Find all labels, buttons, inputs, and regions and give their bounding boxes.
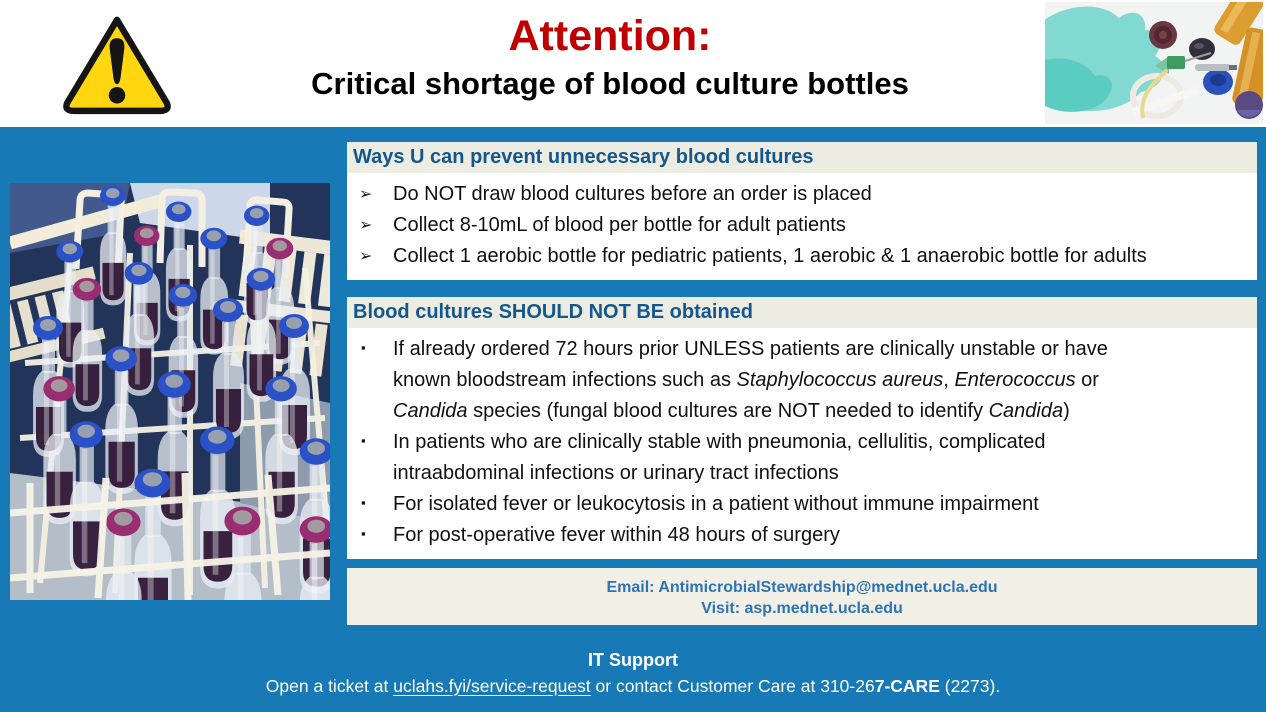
header-banner [0,0,1266,127]
list-item-text: Do NOT draw blood cultures before an order is placed [393,183,872,205]
contact-box [347,568,1257,625]
medical-supplies-photo [1045,2,1263,124]
footer-line [0,673,1266,699]
section-should-not-obtain-list [347,334,1257,551]
list-item [347,241,1257,272]
footer-text-middle: or contact Customer Care at 310-26 [590,676,875,696]
footer-text-suffix: (2273). [939,676,1001,696]
list-item-text: Collect 1 aerobic bottle for pediatric patients, 1 aerobic & 1 anaerobic bottle for adults [393,245,1147,267]
list-item [347,334,1257,427]
section-prevent-list [347,179,1257,272]
list-item-text: If already ordered 72 hours prior UNLESS patients are clinically unstable or have known bloodstream infections such as Staphylococcus aureus, Enterococcus or Candida species (fungal blood cultures are NOT needed to identify Candida) [393,338,1108,422]
title-block [175,2,1045,104]
bullet-icon: ➢ [359,186,373,203]
footer-phone-bold: 7-CARE [874,676,940,696]
section-should-not-obtain-body [347,328,1257,559]
section-prevent-heading: Ways U can prevent unnecessary blood cultures [347,142,1257,173]
list-item [347,489,1257,520]
bullet-icon: ➢ [359,217,373,234]
bullet-icon: ▪ [361,433,366,448]
section-should-not-obtain [347,297,1257,559]
list-item-text: In patients who are clinically stable with pneumonia, cellulitis, complicated intraabdominal infections or urinary tract infections [393,431,1046,484]
contact-email: Email: AntimicrobialStewardship@mednet.ucla.edu [606,579,998,596]
footer-text-prefix: Open a ticket at [265,676,394,696]
list-item [347,520,1257,551]
page-title: Attention: [508,12,712,60]
it-support-footer [0,648,1266,699]
blood-culture-bottles-in-rack-photo [10,183,330,600]
bullet-icon: ▪ [361,526,366,541]
bullet-icon: ➢ [359,248,373,265]
list-item [347,210,1257,241]
warning-triangle-icon [60,8,174,120]
footer-title: IT Support [588,650,678,670]
section-should-not-obtain-heading: Blood cultures SHOULD NOT BE obtained [347,297,1257,328]
section-prevent-body [347,173,1257,280]
contact-website: Visit: asp.mednet.ucla.edu [701,600,903,617]
list-item-text: For isolated fever or leukocytosis in a patient without immune impairment [393,493,1039,515]
list-item [347,179,1257,210]
list-item-text: Collect 8-10mL of blood per bottle for adult patients [393,214,846,236]
bullet-icon: ▪ [361,495,366,510]
list-item-text: For post-operative fever within 48 hours of surgery [393,524,840,546]
page-subtitle: Critical shortage of blood culture bottles [311,66,909,101]
section-prevent [347,142,1257,280]
list-item [347,427,1257,489]
service-request-link[interactable]: uclahs.fyi/service-request [393,676,591,696]
bullet-icon: ▪ [361,340,366,355]
